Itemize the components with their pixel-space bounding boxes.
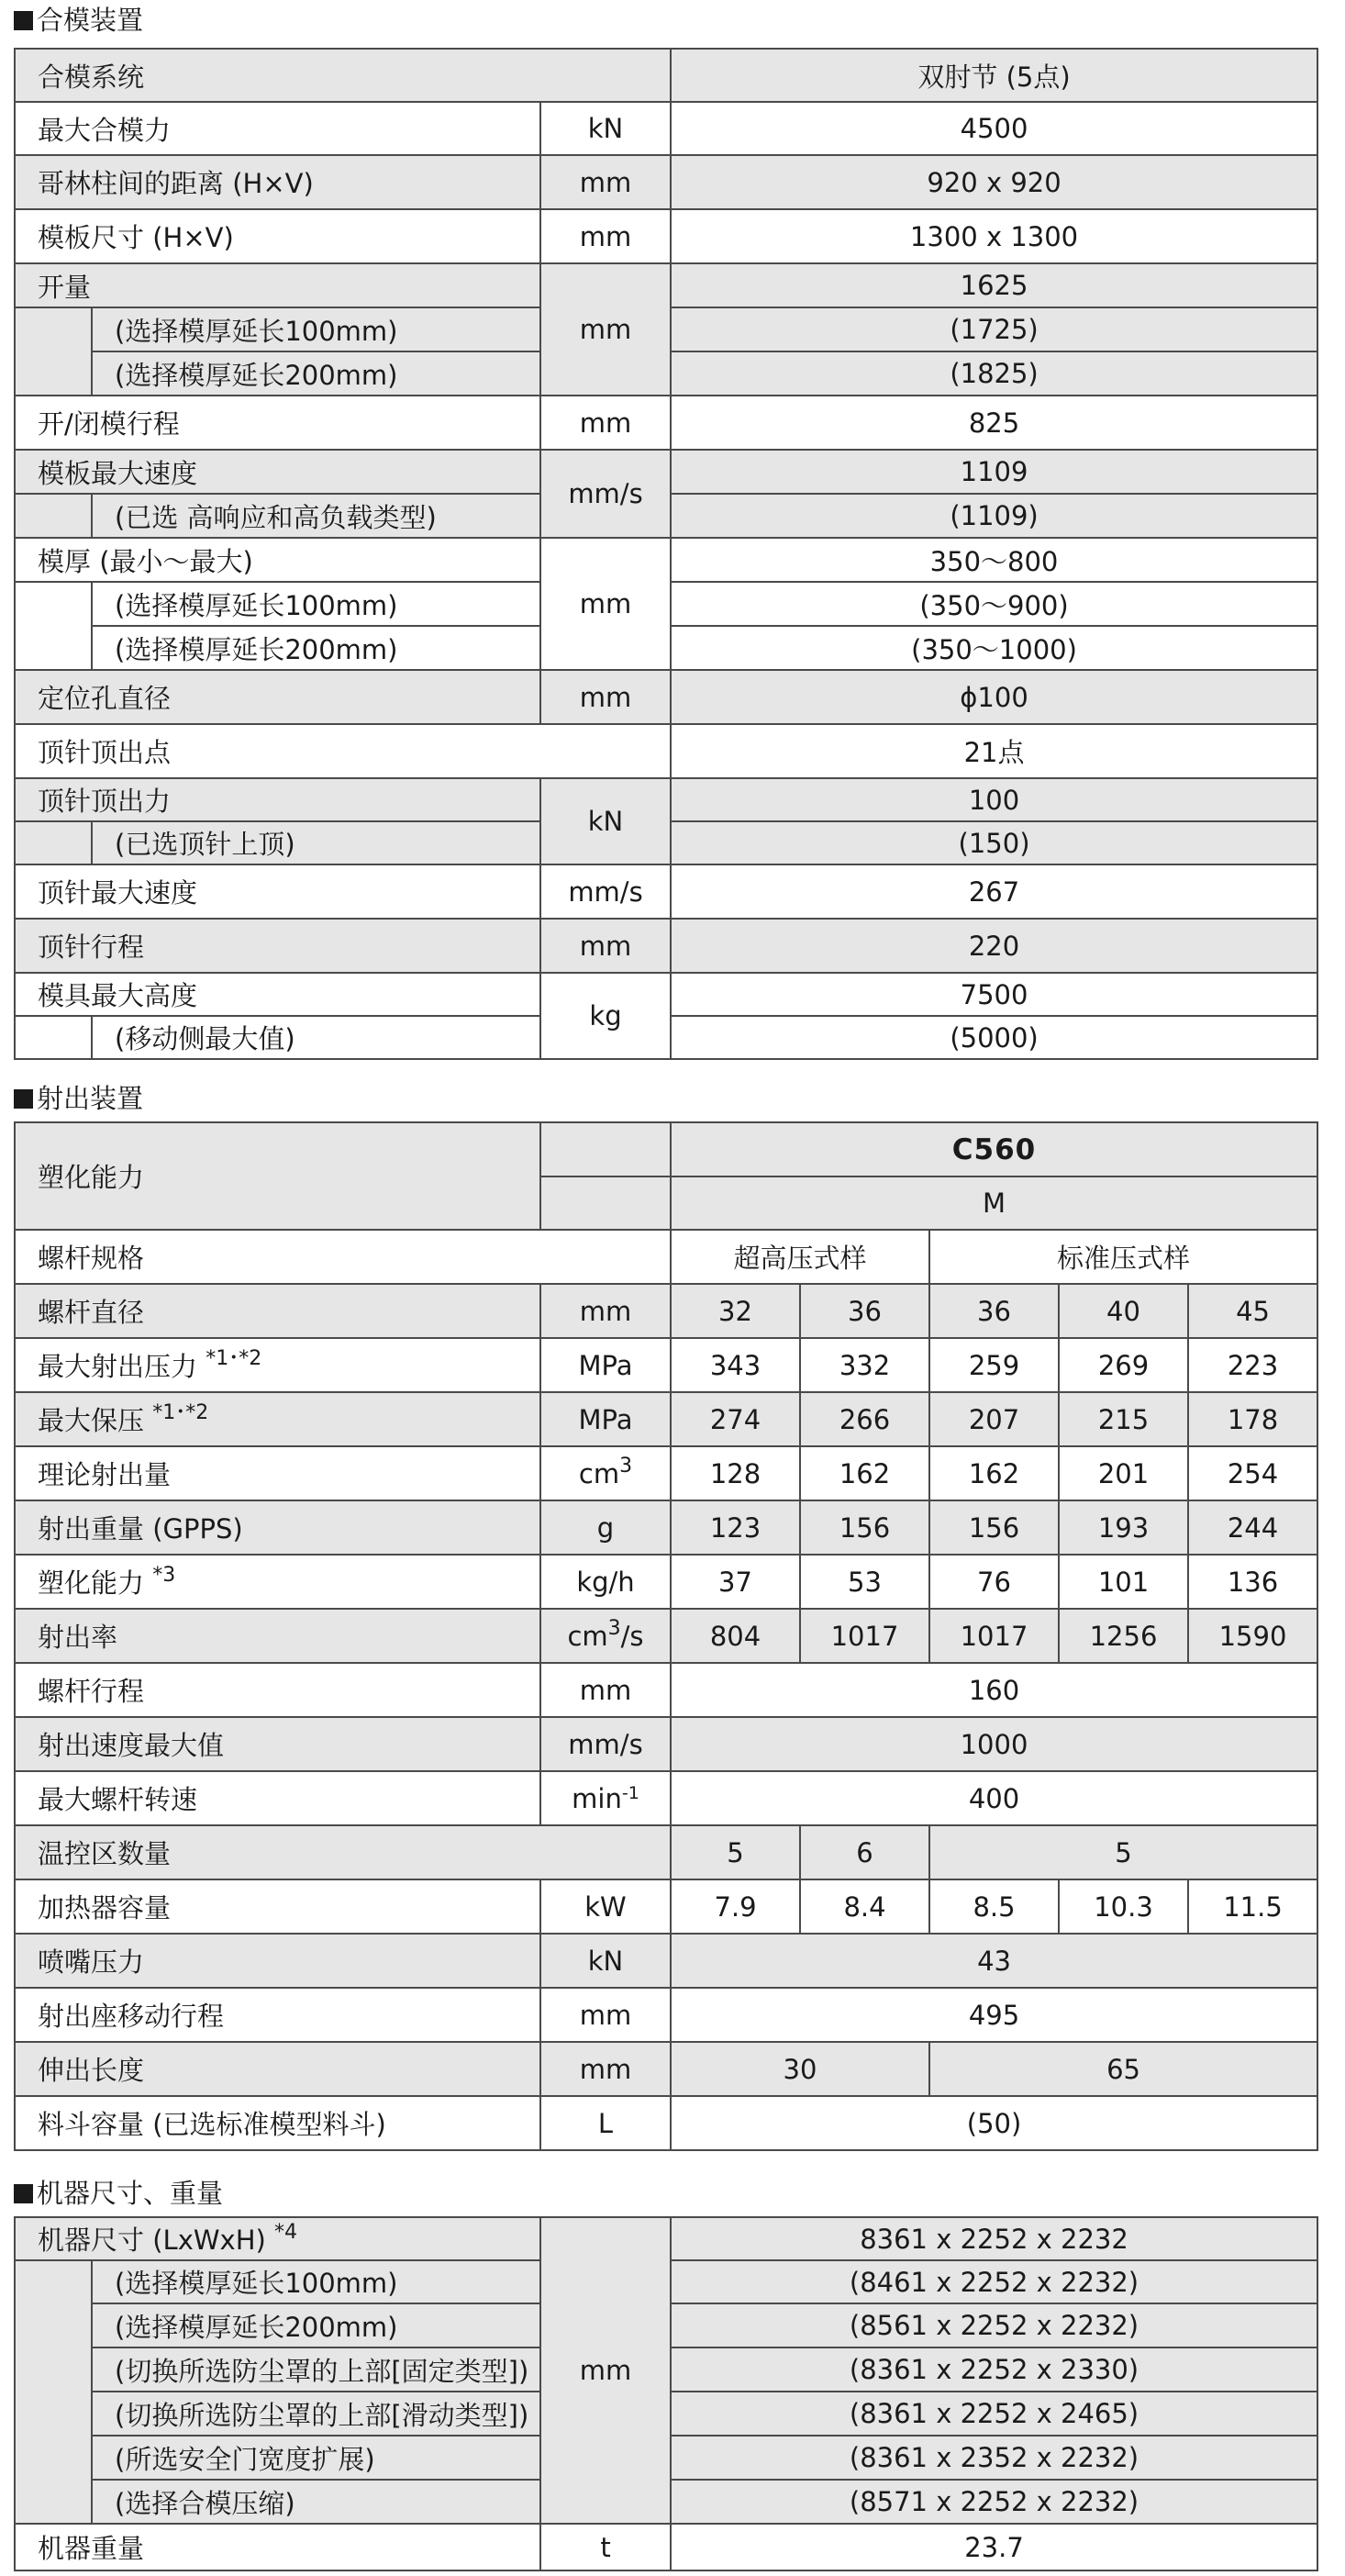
table-row: 螺杆规格 超高压式样 标准压式样 <box>15 1230 1317 1284</box>
table-row: 塑化能力 $^{*3}$ kg/h 37 53 76 101 136 <box>15 1555 1317 1609</box>
table-row: (切换所选防尘罩的上部[固定类型]) (8361 x 2252 x 2330) <box>15 2347 1317 2392</box>
table-row: (切换所选防尘罩的上部[滑动类型]) (8361 x 2252 x 2465) <box>15 2392 1317 2436</box>
square-bullet-icon <box>14 11 33 30</box>
table-row: 理论射出量 $cm^3$ 128 162 162 201 254 <box>15 1446 1317 1500</box>
table-row: 最大螺杆转速 $\min^{-1}$ 400 <box>15 1771 1317 1825</box>
table-row: 顶针顶出力 kN 100 <box>15 778 1317 821</box>
table-row: 开量 mm 1625 <box>15 263 1317 307</box>
clamp-spec-table <box>14 48 1318 1060</box>
table-row: 射出重量 (GPPS) g 123 156 156 193 244 <box>15 1500 1317 1555</box>
table-row: 螺杆直径 mm 32 36 36 40 45 <box>15 1284 1317 1338</box>
table-row: (选择模厚延长100mm) (8461 x 2252 x 2232) <box>15 2260 1317 2303</box>
table-row: (所选安全门宽度扩展) (8361 x 2352 x 2232) <box>15 2436 1317 2480</box>
table-row: 最大保压 $^{*1･*2}$ MPa 274 266 207 215 178 <box>15 1392 1317 1446</box>
square-bullet-icon <box>14 2184 33 2203</box>
table-row: 螺杆行程 mm 160 <box>15 1663 1317 1717</box>
table-row: 温控区数量 5 6 5 <box>15 1825 1317 1879</box>
table-row: 模具最大高度 kg 7500 <box>15 973 1317 1016</box>
table-row: 加热器容量 kW 7.9 8.4 8.5 10.3 11.5 <box>15 1879 1317 1934</box>
injection-spec-table <box>14 1121 1318 2151</box>
table-row: 模板尺寸 (H×V) mm 1300 x 1300 <box>15 209 1317 263</box>
table-row: 射出座移动行程 mm 495 <box>15 1988 1317 2042</box>
table-row: 模板最大速度 mm/s 1109 <box>15 450 1317 494</box>
table-row: 顶针顶出点 21点 <box>15 724 1317 778</box>
machine-spec-table <box>14 2216 1318 2571</box>
table-row: 哥林柱间的距离 (H×V) mm 920 x 920 <box>15 155 1317 209</box>
table-row: (选择模厚延长100mm) (1725) <box>15 307 1317 351</box>
clamp-section-title: 合模装置 <box>14 4 143 37</box>
table-row: 机器重量 t 23.7 <box>15 2524 1317 2570</box>
table-row: (选择合模压缩) (8571 x 2252 x 2232) <box>15 2480 1317 2524</box>
table-row: M <box>15 1176 1317 1230</box>
table-row: 最大射出压力 $^{*1･*2}$ MPa 343 332 259 269 223 <box>15 1338 1317 1392</box>
table-row: 塑化能力 C560 <box>15 1122 1317 1176</box>
injection-section-title: 射出装置 <box>14 1082 143 1115</box>
table-row: 定位孔直径 mm ϕ100 <box>15 670 1317 724</box>
table-row: 合模系统 双肘节 (5点) <box>15 49 1317 102</box>
table-row: (选择模厚延长100mm) (350～900) <box>15 582 1317 626</box>
table-row: 顶针最大速度 mm/s 267 <box>15 864 1317 919</box>
table-row: 伸出长度 mm 30 65 <box>15 2042 1317 2096</box>
table-row: 顶针行程 mm 220 <box>15 919 1317 973</box>
table-row: 模厚 (最小～最大) mm 350～800 <box>15 538 1317 582</box>
model-name: C560 <box>951 1132 1037 1166</box>
table-row: 射出速度最大值 mm/s 1000 <box>15 1717 1317 1771</box>
table-row: 料斗容量 (已选标准模型料斗) L (50) <box>15 2096 1317 2150</box>
table-row: (选择模厚延长200mm) (350～1000) <box>15 626 1317 670</box>
table-row: (移动侧最大值) (5000) <box>15 1016 1317 1059</box>
square-bullet-icon <box>14 1089 33 1109</box>
table-row: (已选 高响应和高负载类型) (1109) <box>15 494 1317 538</box>
table-row: 开/闭模行程 mm 825 <box>15 396 1317 450</box>
table-row: (已选顶针上顶) (150) <box>15 821 1317 864</box>
table-row: (选择模厚延长200mm) (1825) <box>15 351 1317 396</box>
table-row: 射出率 $cm^3/s$ 804 1017 1017 1256 1590 <box>15 1609 1317 1663</box>
table-row: (选择模厚延长200mm) (8561 x 2252 x 2232) <box>15 2303 1317 2347</box>
table-row: 最大合模力 kN 4500 <box>15 102 1317 155</box>
machine-section-title: 机器尺寸、重量 <box>14 2177 223 2210</box>
table-row: 机器尺寸 (LxWxH) $^{*4}$ mm 8361 x 2252 x 2232 <box>15 2217 1317 2260</box>
table-row: 喷嘴压力 kN 43 <box>15 1934 1317 1988</box>
